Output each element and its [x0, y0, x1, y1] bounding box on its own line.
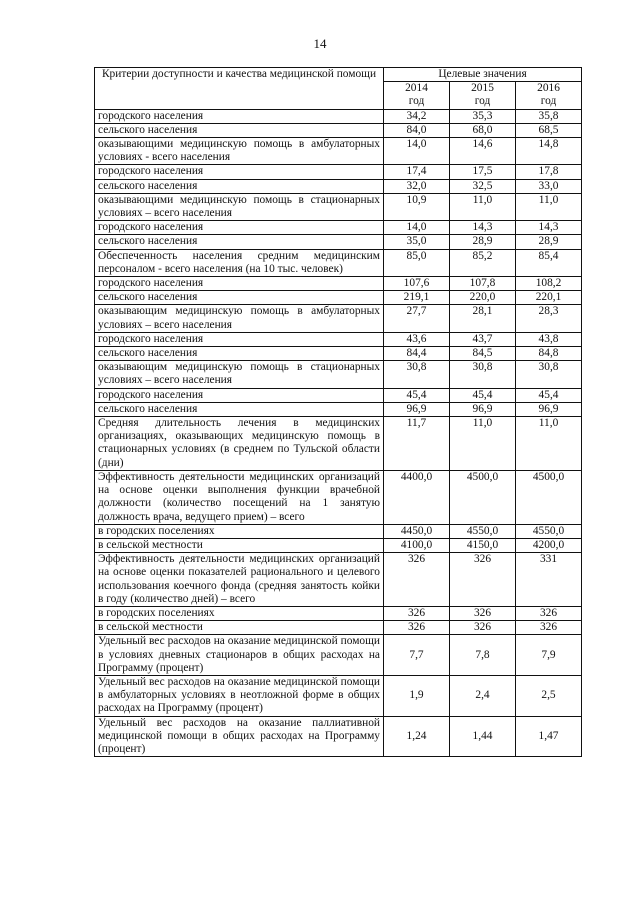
- value-2015: 84,5: [450, 347, 516, 361]
- value-2014: 326: [384, 553, 450, 607]
- criterion-label: городского населения: [95, 109, 384, 123]
- criterion-label: в городских поселениях: [95, 524, 384, 538]
- header-target-values: Целевые значения: [384, 68, 582, 82]
- criterion-label: оказывающим медицинскую помощь в амбулаторных условиях – всего населения: [95, 305, 384, 332]
- header-year-2016: [516, 82, 582, 109]
- criterion-label: городского населения: [95, 165, 384, 179]
- value-2015: 326: [450, 621, 516, 635]
- value-2014: 1,9: [384, 675, 450, 716]
- value-2014: 107,6: [384, 277, 450, 291]
- table-row: [95, 305, 582, 332]
- criterion-label: Удельный вес расходов на оказание паллиативной медицинской помощи в общих расходах на Программу (процент): [95, 716, 384, 757]
- table-row: [95, 716, 582, 757]
- value-2014: 32,0: [384, 179, 450, 193]
- criterion-label: сельского населения: [95, 402, 384, 416]
- criterion-label: сельского населения: [95, 235, 384, 249]
- value-2015: 1,44: [450, 716, 516, 757]
- value-2015: 43,7: [450, 332, 516, 346]
- year-label: 2015 год: [471, 82, 494, 108]
- value-2015: 28,1: [450, 305, 516, 332]
- criterion-label: сельского населения: [95, 291, 384, 305]
- value-2015: 85,2: [450, 249, 516, 276]
- value-2014: 4450,0: [384, 524, 450, 538]
- header-year-2015: [450, 82, 516, 109]
- value-2016: 30,8: [516, 361, 582, 388]
- value-2016: 220,1: [516, 291, 582, 305]
- header-row-1: [95, 68, 582, 82]
- criterion-label: Эффективность деятельности медицинских организаций на основе оценки выполнения функции врачебной должности (количество посещений на 1 занятую должность врача, ведущего прием) – всего: [95, 470, 384, 524]
- value-2016: 28,9: [516, 235, 582, 249]
- criterion-label: Удельный вес расходов на оказание медицинской помощи в амбулаторных условиях в неотложной форме в общих расходах на Программу (процент): [95, 675, 384, 716]
- table-row: [95, 388, 582, 402]
- table-row: [95, 291, 582, 305]
- value-2015: 326: [450, 606, 516, 620]
- value-2014: 45,4: [384, 388, 450, 402]
- criterion-label: Эффективность деятельности медицинских организаций на основе оценки показателей рационального и целевого использования коечного фонда (средняя занятость койки в году (количество дней) – всего: [95, 553, 384, 607]
- criterion-label: сельского населения: [95, 347, 384, 361]
- value-2016: 28,3: [516, 305, 582, 332]
- criterion-label: сельского населения: [95, 123, 384, 137]
- table-row: [95, 235, 582, 249]
- value-2016: 108,2: [516, 277, 582, 291]
- criterion-label: оказывающим медицинскую помощь в стационарных условиях – всего населения: [95, 361, 384, 388]
- value-2014: 1,24: [384, 716, 450, 757]
- value-2016: 4550,0: [516, 524, 582, 538]
- value-2015: 4150,0: [450, 538, 516, 552]
- value-2016: 4500,0: [516, 470, 582, 524]
- table-row: [95, 635, 582, 676]
- table-row: [95, 123, 582, 137]
- year-label: 2016 год: [537, 82, 560, 108]
- value-2014: 326: [384, 606, 450, 620]
- value-2014: 84,0: [384, 123, 450, 137]
- value-2014: 4400,0: [384, 470, 450, 524]
- value-2015: 32,5: [450, 179, 516, 193]
- value-2015: 68,0: [450, 123, 516, 137]
- value-2015: 4500,0: [450, 470, 516, 524]
- value-2016: 84,8: [516, 347, 582, 361]
- criteria-table: [94, 67, 582, 757]
- table-row: [95, 524, 582, 538]
- table-row: [95, 332, 582, 346]
- value-2014: 96,9: [384, 402, 450, 416]
- value-2016: 68,5: [516, 123, 582, 137]
- value-2014: 219,1: [384, 291, 450, 305]
- table-row: [95, 402, 582, 416]
- value-2016: 14,8: [516, 138, 582, 165]
- value-2015: 2,4: [450, 675, 516, 716]
- value-2016: 35,8: [516, 109, 582, 123]
- criterion-label: Удельный вес расходов на оказание медицинской помощи в условиях дневных стационаров в общих расходах на Программу (процент): [95, 635, 384, 676]
- value-2014: 43,6: [384, 332, 450, 346]
- value-2015: 4550,0: [450, 524, 516, 538]
- value-2014: 14,0: [384, 138, 450, 165]
- table-row: [95, 193, 582, 220]
- criterion-label: Средняя длительность лечения в медицинских организациях, оказывающих медицинскую помощь в стационарных условиях (в среднем по Тульской области (дни): [95, 417, 384, 471]
- criterion-label: в сельской местности: [95, 621, 384, 635]
- table-row: [95, 249, 582, 276]
- value-2016: 326: [516, 606, 582, 620]
- criterion-label: в городских поселениях: [95, 606, 384, 620]
- value-2014: 35,0: [384, 235, 450, 249]
- value-2016: 4200,0: [516, 538, 582, 552]
- value-2015: 220,0: [450, 291, 516, 305]
- table-row: [95, 361, 582, 388]
- value-2014: 11,7: [384, 417, 450, 471]
- value-2014: 34,2: [384, 109, 450, 123]
- year-label: 2014 год: [405, 82, 428, 108]
- criterion-label: городского населения: [95, 332, 384, 346]
- value-2014: 84,4: [384, 347, 450, 361]
- criterion-label: Обеспеченность населения средним медицинским персоналом - всего населения (на 10 тыс. человек): [95, 249, 384, 276]
- value-2016: 33,0: [516, 179, 582, 193]
- value-2016: 11,0: [516, 193, 582, 220]
- criterion-label: городского населения: [95, 277, 384, 291]
- criterion-label: оказывающими медицинскую помощь в амбулаторных условиях - всего населения: [95, 138, 384, 165]
- value-2016: 331: [516, 553, 582, 607]
- value-2014: 85,0: [384, 249, 450, 276]
- page-number: 14: [313, 36, 327, 51]
- value-2015: 96,9: [450, 402, 516, 416]
- table-row: [95, 417, 582, 471]
- table-row: [95, 606, 582, 620]
- value-2014: 326: [384, 621, 450, 635]
- value-2016: 7,9: [516, 635, 582, 676]
- value-2014: 27,7: [384, 305, 450, 332]
- value-2016: 43,8: [516, 332, 582, 346]
- table-row: [95, 553, 582, 607]
- value-2015: 11,0: [450, 417, 516, 471]
- value-2015: 45,4: [450, 388, 516, 402]
- table-row: [95, 109, 582, 123]
- value-2015: 14,3: [450, 221, 516, 235]
- value-2016: 14,3: [516, 221, 582, 235]
- table-row: [95, 470, 582, 524]
- table-row: [95, 138, 582, 165]
- table-body: [95, 109, 582, 757]
- table-row: [95, 179, 582, 193]
- criterion-label: оказывающими медицинскую помощь в стационарных условиях – всего населения: [95, 193, 384, 220]
- table-row: [95, 621, 582, 635]
- value-2016: 1,47: [516, 716, 582, 757]
- value-2016: 326: [516, 621, 582, 635]
- criterion-label: городского населения: [95, 388, 384, 402]
- table-row: [95, 165, 582, 179]
- value-2016: 85,4: [516, 249, 582, 276]
- value-2016: 2,5: [516, 675, 582, 716]
- header-year-2014: [384, 82, 450, 109]
- table-row: [95, 347, 582, 361]
- value-2015: 14,6: [450, 138, 516, 165]
- value-2014: 10,9: [384, 193, 450, 220]
- value-2016: 11,0: [516, 417, 582, 471]
- criterion-label: в сельской местности: [95, 538, 384, 552]
- value-2016: 17,8: [516, 165, 582, 179]
- value-2015: 17,5: [450, 165, 516, 179]
- value-2015: 35,3: [450, 109, 516, 123]
- header-criteria: Критерии доступности и качества медицинской помощи: [95, 68, 384, 110]
- value-2016: 45,4: [516, 388, 582, 402]
- table-row: [95, 221, 582, 235]
- value-2014: 14,0: [384, 221, 450, 235]
- criterion-label: сельского населения: [95, 179, 384, 193]
- value-2016: 96,9: [516, 402, 582, 416]
- table-row: [95, 277, 582, 291]
- value-2014: 17,4: [384, 165, 450, 179]
- value-2015: 28,9: [450, 235, 516, 249]
- value-2015: 7,8: [450, 635, 516, 676]
- value-2014: 7,7: [384, 635, 450, 676]
- criterion-label: городского населения: [95, 221, 384, 235]
- value-2015: 107,8: [450, 277, 516, 291]
- value-2015: 326: [450, 553, 516, 607]
- value-2015: 30,8: [450, 361, 516, 388]
- table-row: [95, 538, 582, 552]
- value-2014: 30,8: [384, 361, 450, 388]
- table-row: [95, 675, 582, 716]
- value-2014: 4100,0: [384, 538, 450, 552]
- value-2015: 11,0: [450, 193, 516, 220]
